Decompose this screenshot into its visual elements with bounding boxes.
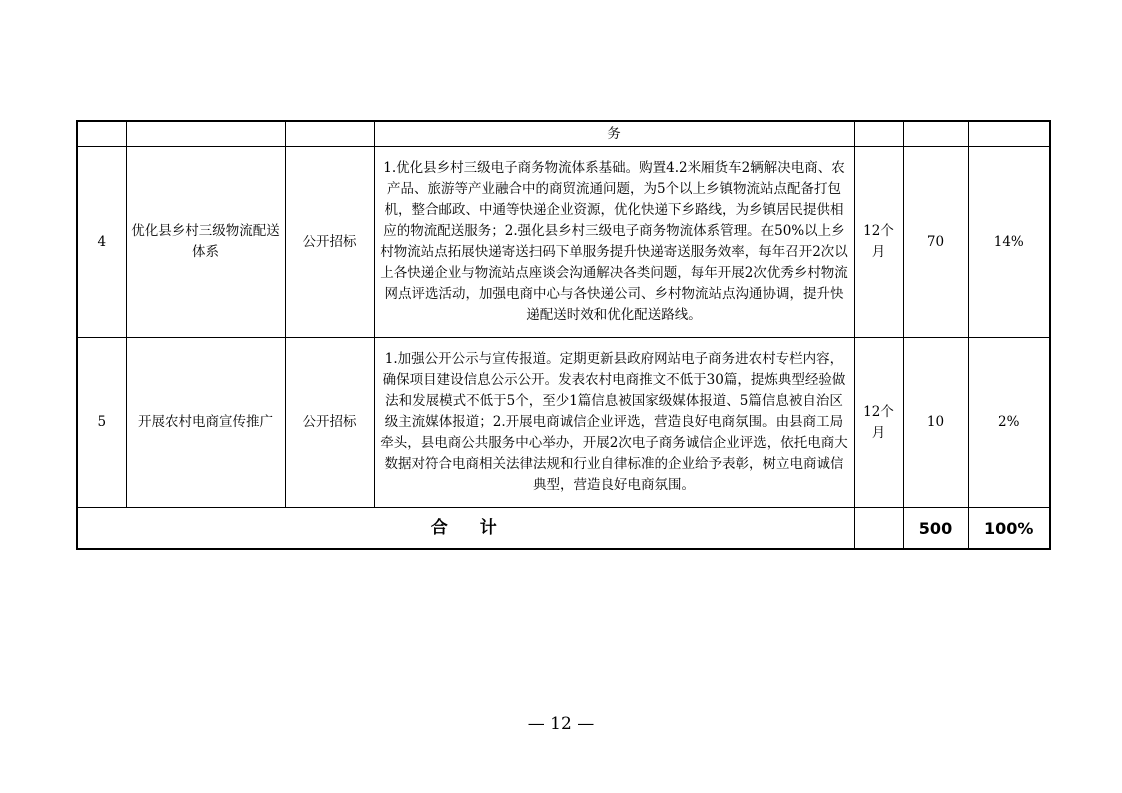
- period-cell: 12个月: [854, 147, 903, 338]
- ratio-cell: 14%: [968, 147, 1050, 338]
- total-label: 合计: [77, 508, 854, 550]
- period-cell: [854, 121, 903, 147]
- project-description-cell: 1.优化县乡村三级电子商务物流体系基础。购置4.2米厢货车2辆解决电商、农产品、旅游等产业融合中的商贸流通问题，为5个以上乡镇物流站点配备打包机，整合邮政、中通等快递企业资源，优化快递下乡路线，为乡镇居民提供相应的物流配送服务；2.强化县乡村三级电子商务物流体系管理。在50%以上乡村物流站点拓展快递寄送扫码下单服务提升快递寄送服务效率，每年召开2次以上各快递企业与物流站点座谈会沟通解决各类问题，每年开展2次优秀乡村物流网点评选活动，加强电商中心与各快递公司、乡村物流站点沟通协调，提升快递配送时效和优化配送路线。: [374, 147, 854, 338]
- total-amount: 500: [903, 508, 968, 550]
- project-name-cell: [126, 121, 285, 147]
- ratio-cell: [968, 121, 1050, 147]
- table-row: [77, 147, 1050, 338]
- project-description-cell: 务: [374, 121, 854, 147]
- ratio-cell: 2%: [968, 338, 1050, 508]
- total-row: [77, 508, 1050, 550]
- total-period-cell: [854, 508, 903, 550]
- table-row: [77, 121, 1050, 147]
- total-ratio: 100%: [968, 508, 1050, 550]
- procurement-method-cell: [285, 121, 374, 147]
- amount-cell: 10: [903, 338, 968, 508]
- procurement-method-cell: 公开招标: [285, 147, 374, 338]
- row-index-cell: 5: [77, 338, 126, 508]
- budget-table: [76, 120, 1051, 550]
- table-row: [77, 338, 1050, 508]
- project-name-cell: 开展农村电商宣传推广: [126, 338, 285, 508]
- period-cell: 12个月: [854, 338, 903, 508]
- project-name-cell: 优化县乡村三级物流配送体系: [126, 147, 285, 338]
- page-number: — 12 —: [527, 714, 595, 734]
- amount-cell: 70: [903, 147, 968, 338]
- row-index-cell: [77, 121, 126, 147]
- project-description-cell: 1.加强公开公示与宣传报道。定期更新县政府网站电子商务进农村专栏内容，确保项目建设信息公示公开。发表农村电商推文不低于30篇，提炼典型经验做法和发展模式不低于5个，至少1篇信息被国家级媒体报道、5篇信息被自治区级主流媒体报道；2.开展电商诚信企业评选，营造良好电商氛围。由县商工局牵头，县电商公共服务中心举办，开展2次电子商务诚信企业评选，依托电商大数据对符合电商相关法律法规和行业自律标准的企业给予表彰，树立电商诚信典型，营造良好电商氛围。: [374, 338, 854, 508]
- amount-cell: [903, 121, 968, 147]
- row-index-cell: 4: [77, 147, 126, 338]
- procurement-method-cell: 公开招标: [285, 338, 374, 508]
